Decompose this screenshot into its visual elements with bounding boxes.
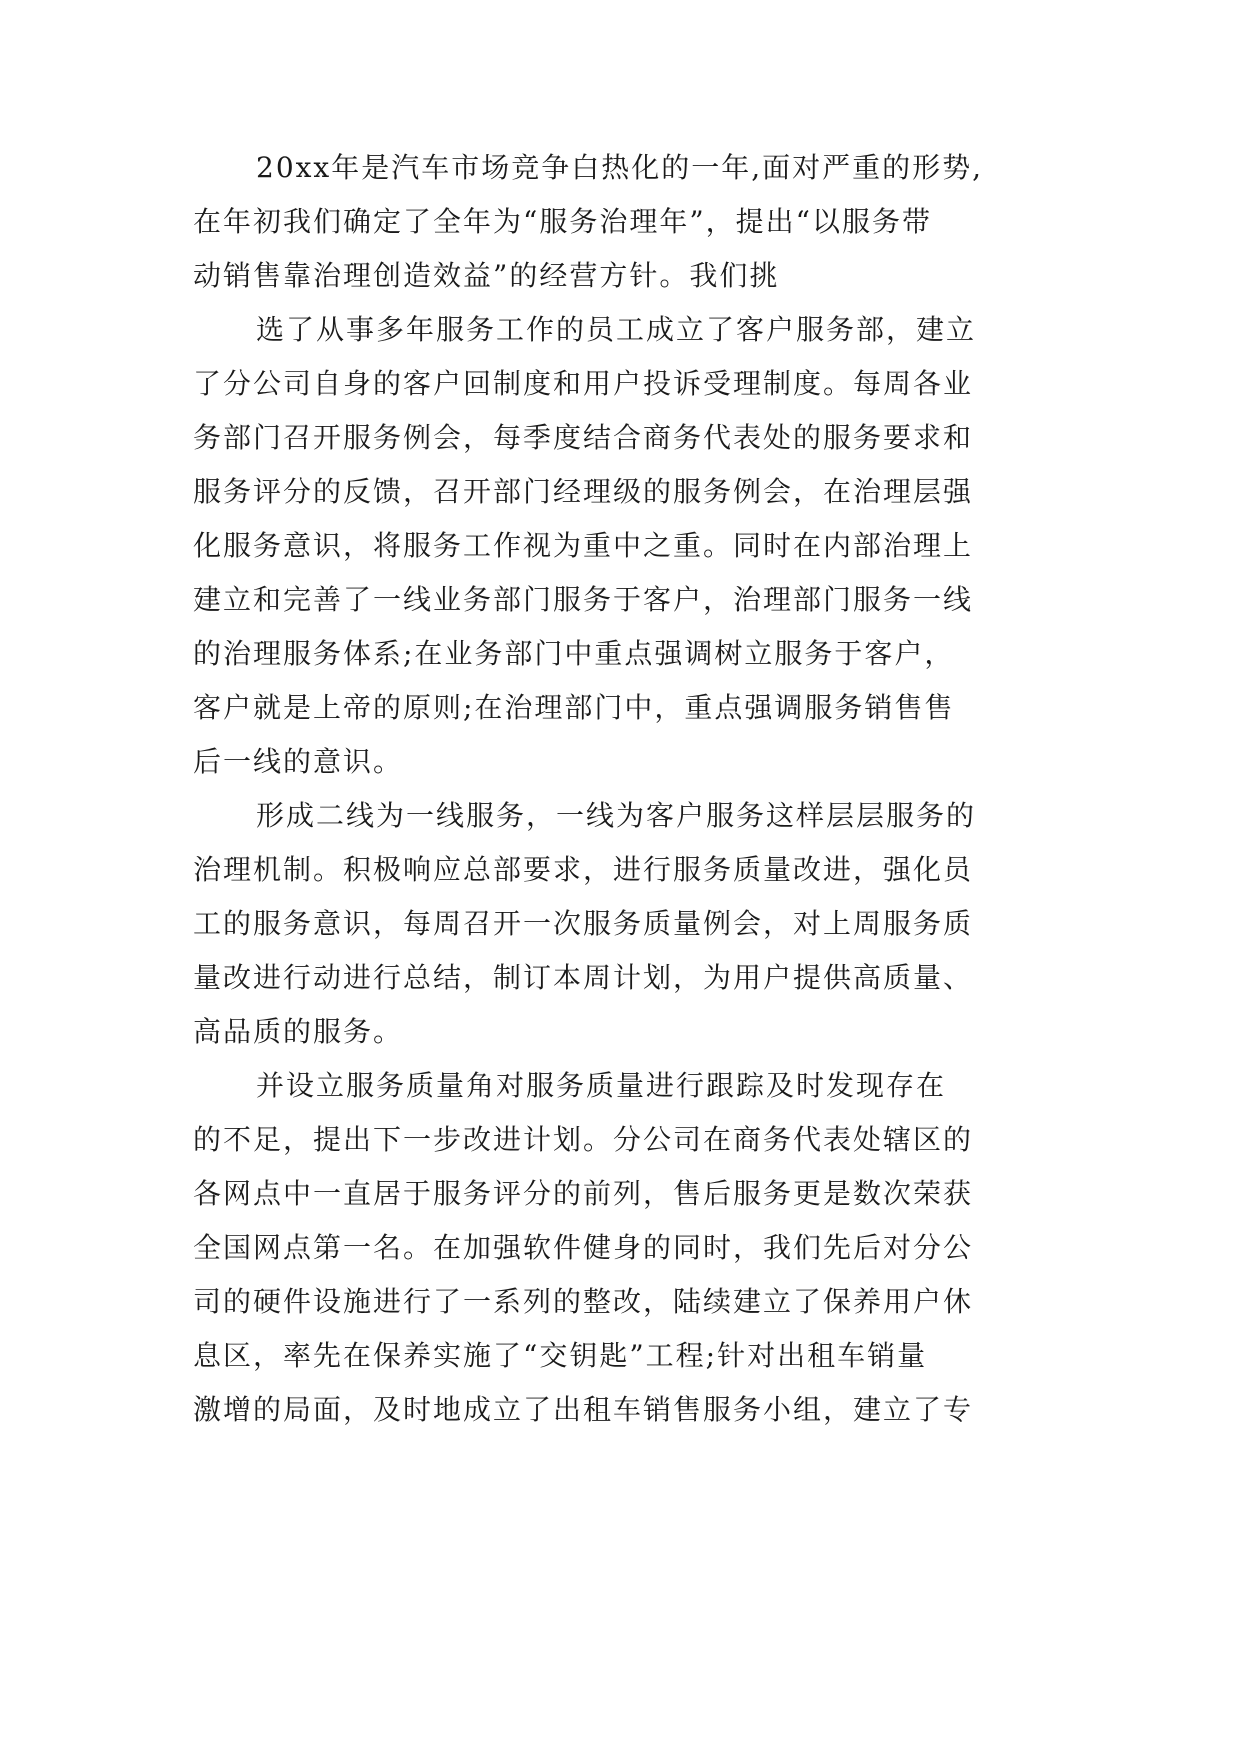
paragraph-2-line-1: 选了从事多年服务工作的员工成立了客户服务部，建立 [256, 313, 977, 346]
paragraph-3-line-2: 治理机制。积极响应总部要求，进行服务质量改进，强化员 [193, 853, 974, 886]
paragraph-2-line-8: 客户就是上帝的原则;在治理部门中，重点强调服务销售售 [193, 691, 955, 724]
paragraph-1-line-1: 20xx年是汽车市场竞争白热化的一年,面对严重的形势, [256, 151, 984, 184]
paragraph-3-line-4: 量改进行动进行总结，制订本周计划，为用户提供高质量、 [193, 961, 974, 994]
paragraph-1-line-2: 在年初我们确定了全年为“服务治理年”，提出“以服务带 [193, 205, 932, 238]
paragraph-4-line-7: 激增的局面，及时地成立了出租车销售服务小组，建立了专 [193, 1393, 974, 1426]
paragraph-1-line-3: 动销售靠治理创造效益”的经营方针。我们挑 [193, 259, 780, 292]
paragraph-3-line-3: 工的服务意识，每周召开一次服务质量例会，对上周服务质 [193, 907, 974, 940]
paragraph-4-line-1: 并设立服务质量角对服务质量进行跟踪及时发现存在 [256, 1069, 947, 1102]
paragraph-2-line-2: 了分公司自身的客户回制度和用户投诉受理制度。每周各业 [193, 367, 974, 400]
paragraph-2-line-5: 化服务意识，将服务工作视为重中之重。同时在内部治理上 [193, 529, 974, 562]
paragraph-4-line-2: 的不足，提出下一步改进计划。分公司在商务代表处辖区的 [193, 1123, 974, 1156]
paragraph-2-line-6: 建立和完善了一线业务部门服务于客户，治理部门服务一线 [193, 583, 974, 616]
paragraph-3-line-1: 形成二线为一线服务，一线为客户服务这样层层服务的 [256, 799, 977, 832]
paragraph-3-line-5: 高品质的服务。 [193, 1015, 404, 1048]
paragraph-2-line-9: 后一线的意识。 [193, 745, 404, 778]
paragraph-2-line-7: 的治理服务体系;在业务部门中重点强调树立服务于客户， [193, 637, 955, 670]
paragraph-2-line-4: 服务评分的反馈，召开部门经理级的服务例会，在治理层强 [193, 475, 974, 508]
paragraph-4-line-4: 全国网点第一名。在加强软件健身的同时，我们先后对分公 [193, 1231, 974, 1264]
paragraph-4-line-3: 各网点中一直居于服务评分的前列，售后服务更是数次荣获 [193, 1177, 974, 1210]
paragraph-4-line-6: 息区，率先在保养实施了“交钥匙”工程;针对出租车销量 [193, 1339, 928, 1372]
paragraph-4-line-5: 司的硬件设施进行了一系列的整改，陆续建立了保养用户休 [193, 1285, 974, 1318]
paragraph-2-line-3: 务部门召开服务例会，每季度结合商务代表处的服务要求和 [193, 421, 974, 454]
